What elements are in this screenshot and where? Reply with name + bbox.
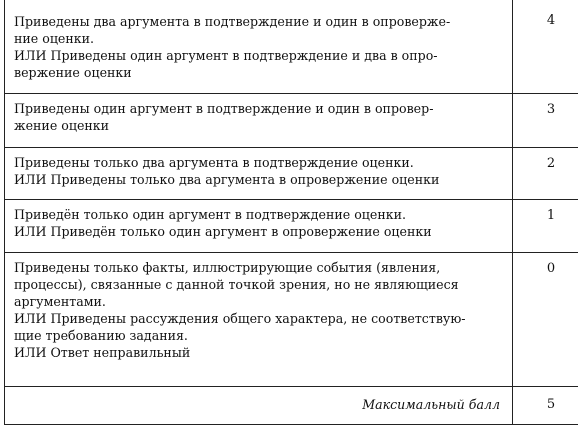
criteria-line: Приведены только два аргумента в подтверждение оценки. (14, 155, 414, 170)
criteria-line: вержение оценки (14, 65, 132, 80)
criteria-line: ИЛИ Приведены только два аргумента в опровержение оценки (14, 172, 440, 187)
criteria-line: аргументами. (14, 294, 106, 309)
criteria-line: щие требованию задания. (14, 328, 188, 343)
criteria-score: 3 (513, 94, 578, 148)
criteria-line: Приведены один аргумент в подтверждение и один в опровер- (14, 101, 434, 116)
criteria-description (5, 200, 513, 253)
criteria-line: Приведён только один аргумент в подтверждение оценки. (14, 207, 406, 222)
criteria-line: процессы), связанные с данной точкой зрения, но не являющиеся (14, 277, 459, 292)
criteria-row (5, 94, 578, 148)
criteria-line: ИЛИ Ответ неправильный (14, 345, 191, 360)
criteria-line: жение оценки (14, 118, 110, 133)
scoring-criteria-table (4, 0, 578, 425)
criteria-line: Приведены два аргумента в подтверждение и один в опроверже- (14, 14, 451, 29)
criteria-description (5, 94, 513, 148)
criteria-score: 2 (513, 148, 578, 200)
criteria-line: ние оценки. (14, 31, 95, 46)
criteria-score: 4 (513, 0, 578, 94)
criteria-description (5, 253, 513, 387)
max-score-row (5, 387, 578, 425)
criteria-line: ИЛИ Приведён только один аргумент в опровержение оценки (14, 224, 432, 239)
criteria-description (5, 0, 513, 94)
max-score-value: 5 (513, 387, 578, 425)
criteria-row (5, 148, 578, 200)
criteria-line: Приведены только факты, иллюстрирующие события (явления, (14, 260, 441, 275)
criteria-row (5, 253, 578, 387)
criteria-score: 1 (513, 200, 578, 253)
criteria-description (5, 148, 513, 200)
max-score-label: Максимальный балл (5, 387, 513, 425)
criteria-row (5, 0, 578, 94)
criteria-line: ИЛИ Приведены рассуждения общего характера, не соответствую- (14, 311, 466, 326)
criteria-line: ИЛИ Приведены один аргумент в подтверждение и два в опро- (14, 48, 438, 63)
criteria-row (5, 200, 578, 253)
criteria-score: 0 (513, 253, 578, 387)
